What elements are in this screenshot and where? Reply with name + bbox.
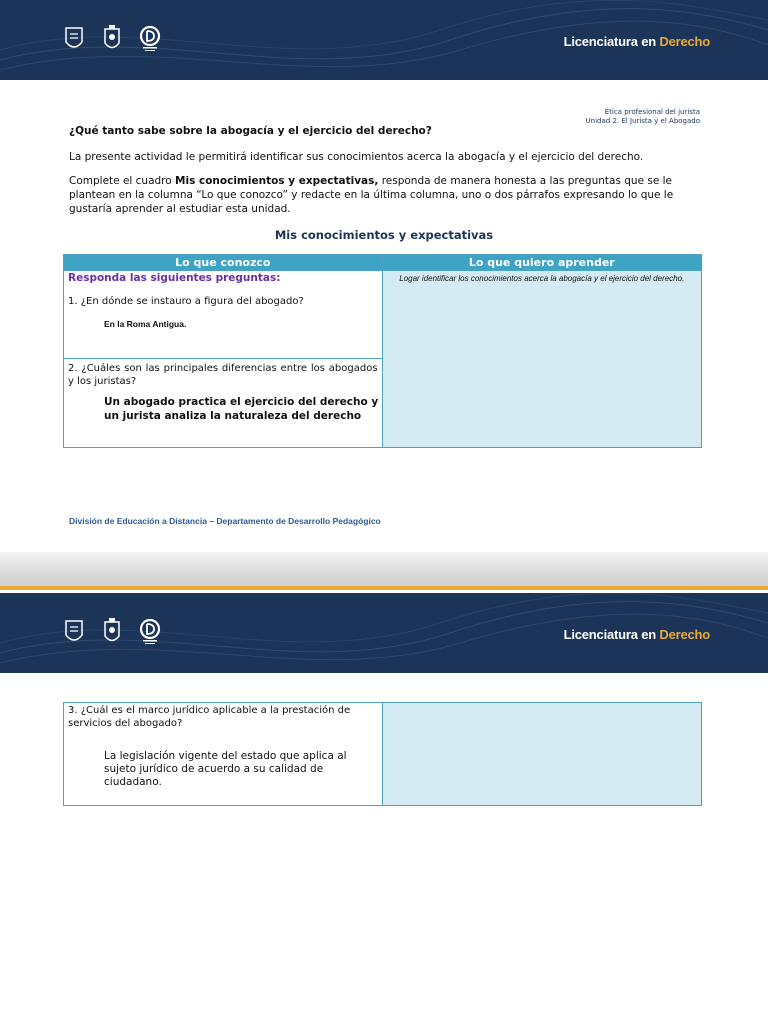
cuaed-d-logo-icon <box>138 617 162 647</box>
instructions-paragraph <box>69 174 685 216</box>
program-title-prefix: Licenciatura en <box>563 34 660 49</box>
questions-prompt: Responda las siguientes preguntas: <box>68 272 281 284</box>
header-banner <box>0 0 768 80</box>
answer-2-text: Un abogado practica el ejercicio del derecho y un jurista analiza la naturaleza del derecho <box>104 396 379 422</box>
instructions-after: responda de manera honesta a las preguntas que se le plantean en la columna “Lo que conozco” y redacte en la última columna, uno o dos párrafos expresando lo que le gustaría aprender al estudiar esta unidad. <box>69 175 674 215</box>
column-header-learn: Lo que quiero aprender <box>382 255 701 271</box>
activity-question: ¿Qué tanto sabe sobre la abogacía y el ejercicio del derecho? <box>69 125 432 137</box>
knowledge-table-continued <box>63 702 702 806</box>
question-1-text: 1. ¿En dónde se instauro a figura del abogado? <box>68 296 304 307</box>
instructions-before: Complete el cuadro <box>69 175 176 187</box>
column-header-known: Lo que conozco <box>64 255 383 271</box>
cuaed-d-logo-icon <box>138 24 162 54</box>
footer-department: División de Educación a Distancia – Departamento de Desarrollo Pedagógico <box>69 516 381 526</box>
gold-rule <box>0 586 768 590</box>
program-title <box>564 34 710 49</box>
question-3-cell[interactable] <box>64 703 383 806</box>
program-title-accent: Derecho <box>659 627 710 642</box>
page-break <box>0 552 768 590</box>
answer-1-text: En la Roma Antigua. <box>104 319 187 329</box>
learn-text: Logar identificar los conocimientos acerca la abogacía y el ejercicio del derecho. <box>399 274 685 283</box>
knowledge-table <box>63 254 702 448</box>
learn-cell[interactable] <box>382 271 701 448</box>
unit-name: Unidad 2. El Jurista y el Abogado <box>585 117 700 125</box>
program-title <box>564 627 710 642</box>
instructions-bold: Mis conocimientos y expectativas, <box>175 175 379 187</box>
program-title-accent: Derecho <box>659 34 710 49</box>
fdd-crest-icon <box>100 617 124 647</box>
question-1-cell[interactable] <box>64 271 383 359</box>
course-name: Ética profesional del jurista <box>604 108 700 116</box>
table-title: Mis conocimientos y expectativas <box>274 228 494 242</box>
program-title-prefix: Licenciatura en <box>563 627 660 642</box>
learn-cell-continued[interactable] <box>382 703 701 806</box>
question-2-text: 2. ¿Cuáles son las principales diferencias entre los abogados y los juristas? <box>68 363 378 387</box>
document-meta <box>586 108 700 126</box>
unam-crest-icon <box>62 24 86 54</box>
answer-3-text: La legislación vigente del estado que aplica al sujeto jurídico de acuerdo a su calidad de ciudadano. <box>104 750 347 788</box>
question-3-text: 3. ¿Cuál es el marco jurídico aplicable a la prestación de servicios del abogado? <box>68 705 351 729</box>
institution-logos <box>62 617 162 647</box>
question-2-cell[interactable] <box>64 359 383 448</box>
institution-logos <box>62 24 162 54</box>
fdd-crest-icon <box>100 24 124 54</box>
header-banner-page-2 <box>0 593 768 673</box>
unam-crest-icon <box>62 617 86 647</box>
intro-paragraph: La presente actividad le permitirá identificar sus conocimientos acerca la abogacía y el ejercicio del derecho. <box>69 151 644 163</box>
